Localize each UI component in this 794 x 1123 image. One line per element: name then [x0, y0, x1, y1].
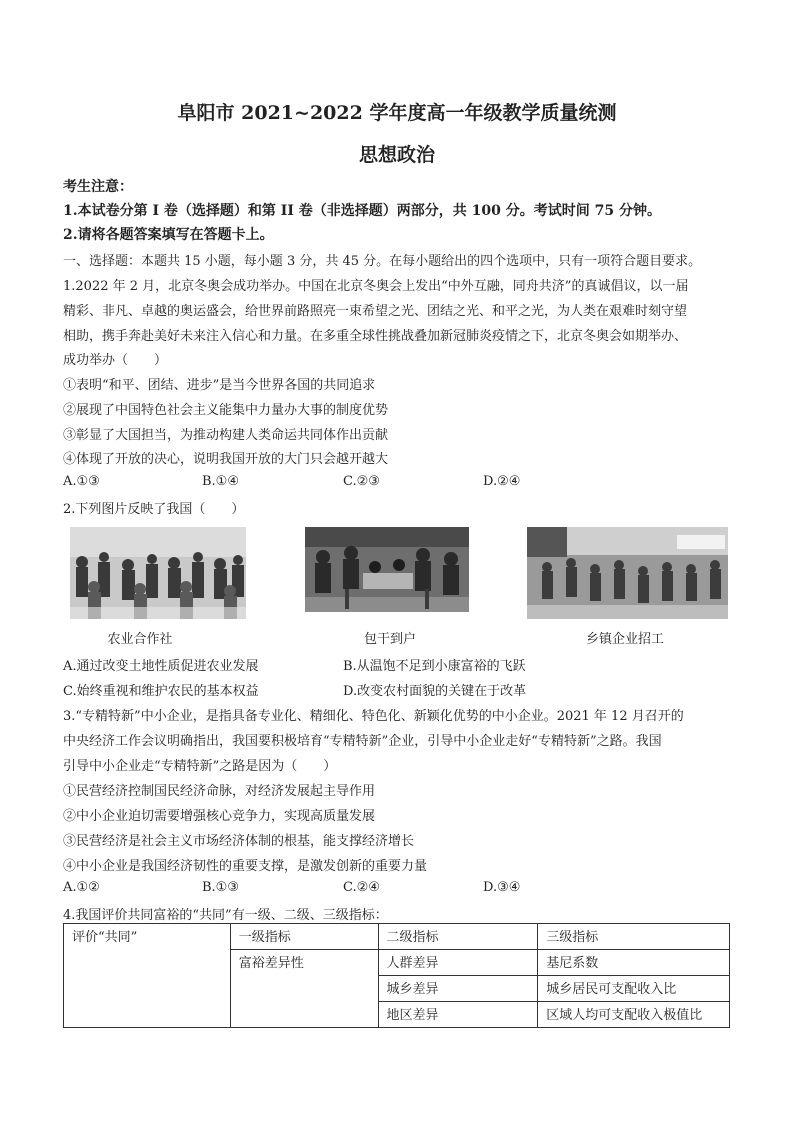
table-header-level-1: 一级指标	[230, 924, 378, 950]
photo-household-contract	[305, 527, 469, 612]
q3-statement-1: ①民营经济控制国民经济命脉，对经济发展起主导作用	[63, 784, 376, 799]
photo-caption-1: 农业合作社	[107, 632, 173, 647]
q2-stem: 2.下列图片反映了我国（ ）	[63, 502, 245, 517]
q3-option-c: C.②④	[343, 880, 380, 895]
table-cell: 人群差异	[378, 950, 538, 976]
table-cell-level-1: 富裕差异性	[230, 950, 378, 1028]
q1-option-b: B.①④	[202, 474, 239, 489]
q3-stem-line-1: 3.“专精特新”中小企业，是指具备专业化、精细化、特色化、新颖化优势的中小企业。2021 年 12 月召开的	[63, 709, 684, 724]
q3-option-a: A.①②	[63, 880, 100, 895]
q1-statement-2: ②展现了中国特色社会主义能集中力量办大事的制度优势	[63, 403, 389, 418]
q2-option-c: C.始终重视和维护农民的基本权益	[63, 684, 259, 699]
q2-option-b: B.从温饱不足到小康富裕的飞跃	[343, 659, 526, 674]
q2-option-d: D.改变农村面貌的关键在于改革	[343, 684, 527, 699]
q1-stem-line-3: 相助，携手奔赴美好未来注入信心和力量。在多重全球性挑战叠加新冠肺炎疫情之下，北京冬奥会如期举办、	[63, 329, 688, 344]
q1-statement-1: ①表明“和平、团结、进步”是当今世界各国的共同追求	[63, 378, 376, 393]
table-cell: 地区差异	[378, 1002, 538, 1028]
q4-stem: 4.我国评价共同富裕的“共同”有一级、二级、三级指标：	[63, 908, 388, 923]
section-1-intro: 一、选择题：本题共 15 小题，每小题 3 分，共 45 分。在每小题给出的四个选项中，只有一项符合题目要求。	[63, 254, 702, 269]
table-cell: 城乡差异	[378, 976, 538, 1002]
q1-stem-line-4: 成功举办（ ）	[63, 353, 168, 368]
notice-item-1: 1.本试卷分第 I 卷（选择题）和第 II 卷（非选择题）两部分，共 100 分。考试时间 75 分钟。	[63, 203, 661, 219]
q3-stem-line-3: 引导中小企业走“专精特新”之路是因为（ ）	[63, 759, 337, 774]
q3-stem-line-2: 中央经济工作会议明确指出，我国要积极培育“专精特新”企业，引导中小企业走好“专精特新”之路。我国	[63, 734, 662, 749]
table-corner-cell: 评价“共同”	[64, 924, 231, 1028]
photo-caption-2: 包干到户	[363, 632, 416, 647]
subject-title: 思想政治	[358, 144, 435, 166]
q1-option-c: C.②③	[343, 474, 380, 489]
q1-stem-line-2: 精彩、非凡、卓越的奥运盛会，给世界前路照亮一束希望之光、团结之光、和平之光，为人类在艰难时刻守望	[63, 304, 688, 319]
q3-statement-2: ②中小企业迫切需要增强核心竞争力，实现高质量发展	[63, 809, 376, 824]
q2-option-a: A.通过改变土地性质促进农业发展	[63, 659, 259, 674]
q3-statement-4: ④中小企业是我国经济韧性的重要支撑，是激发创新的重要力量	[63, 859, 428, 874]
q3-option-b: B.①③	[202, 880, 239, 895]
indicator-table	[63, 923, 730, 1028]
table-header-level-3: 三级指标	[538, 924, 730, 950]
q3-statement-3: ③民营经济是社会主义市场经济体制的根基，能支撑经济增长	[63, 834, 415, 849]
q1-statement-3: ③彰显了大国担当，为推动构建人类命运共同体作出贡献	[63, 428, 389, 443]
table-header-level-2: 二级指标	[378, 924, 538, 950]
notice-item-2: 2.请将各题答案填写在答题卡上。	[63, 227, 274, 243]
table-row	[64, 924, 730, 950]
table-cell: 城乡居民可支配收入比	[538, 976, 730, 1002]
table-cell: 区域人均可支配收入极值比	[538, 1002, 730, 1028]
exam-title: 阜阳市 2021~2022 学年度高一年级教学质量统测	[177, 102, 617, 124]
photo-caption-3: 乡镇企业招工	[585, 632, 664, 647]
table-cell: 基尼系数	[538, 950, 730, 976]
q1-statement-4: ④体现了开放的决心，说明我国开放的大门只会越开越大	[63, 452, 389, 467]
q1-option-d: D.②④	[483, 474, 521, 489]
photo-agricultural-cooperative	[70, 527, 246, 619]
q1-option-a: A.①③	[63, 474, 100, 489]
photo-township-enterprise-recruitment	[527, 527, 728, 619]
notice-heading: 考生注意：	[63, 179, 133, 195]
q1-stem-line-1: 1.2022 年 2 月，北京冬奥会成功举办。中国在北京冬奥会上发出“中外互融，同舟共济”的真诚倡议，以一届	[63, 279, 689, 294]
q3-option-d: D.③④	[483, 880, 521, 895]
